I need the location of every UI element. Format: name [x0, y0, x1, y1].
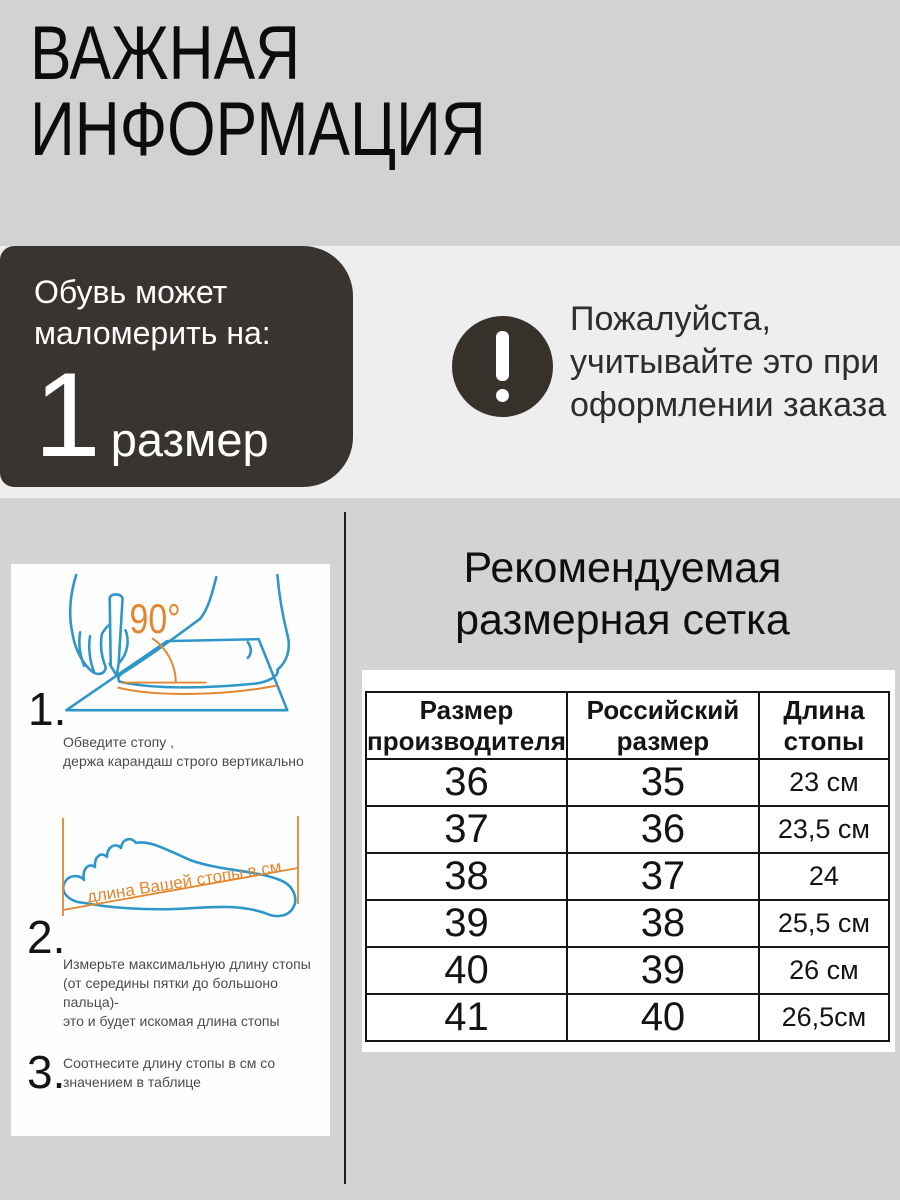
size-chart-heading-line-2: размерная сетка	[455, 596, 790, 644]
table-cell: 38	[366, 853, 567, 900]
size-chart-panel	[362, 670, 895, 1052]
header-line: Российский	[586, 694, 740, 725]
notice-line-1: Пожалуйста,	[570, 300, 771, 338]
table-cell: 25,5 см	[759, 900, 889, 947]
table-header-row	[366, 692, 889, 759]
header-line: производителя	[367, 725, 566, 756]
step2-caption-line-3: это и будет искомая длина стопы	[63, 1013, 280, 1029]
step-caption-3	[63, 1054, 275, 1092]
notice-line-3: оформлении заказа	[570, 386, 887, 424]
table-row	[366, 900, 889, 947]
table-cell: 39	[567, 947, 759, 994]
size-table	[365, 691, 890, 1042]
table-cell: 37	[366, 806, 567, 853]
exclamation-dot-icon	[496, 389, 509, 402]
foot-outline-diagram	[55, 810, 305, 930]
alert-line-1: Обувь может	[34, 274, 228, 310]
notice-text	[570, 298, 886, 427]
table-cell: 39	[366, 900, 567, 947]
table-cell: 37	[567, 853, 759, 900]
table-cell: 38	[567, 900, 759, 947]
table-cell: 36	[567, 806, 759, 853]
page-title	[30, 11, 486, 172]
column-header-manufacturer-size	[366, 692, 567, 759]
step-number-3: 3.	[27, 1046, 66, 1098]
table-cell: 40	[366, 947, 567, 994]
page-title-line-1: ВАЖНАЯ	[30, 11, 301, 96]
angle-label: 90°	[129, 596, 181, 643]
table-cell: 23,5 см	[759, 806, 889, 853]
hand-pencil-outline	[70, 575, 127, 676]
table-cell: 26 см	[759, 947, 889, 994]
step3-caption-line-2: значением в таблице	[63, 1074, 201, 1090]
alert-section	[0, 246, 900, 498]
size-chart-heading	[345, 542, 900, 646]
notice-line-2: учитывайте это при	[570, 343, 880, 381]
alert-line-2: маломерить на:	[34, 315, 271, 351]
table-cell: 36	[366, 759, 567, 806]
size-table-body	[366, 759, 889, 1041]
table-cell: 23 см	[759, 759, 889, 806]
table-row	[366, 759, 889, 806]
step-number-2: 2.	[27, 911, 66, 963]
undersized-alert-card	[0, 246, 353, 487]
table-cell: 26,5см	[759, 994, 889, 1041]
header-line: размер	[616, 725, 710, 756]
column-header-russian-size	[567, 692, 759, 759]
header-line: Размер	[419, 694, 514, 725]
step-caption-1	[63, 733, 304, 771]
step2-caption-line-1: Измерьте максимальную длину стопы	[63, 956, 311, 972]
header-line: стопы	[783, 725, 865, 756]
header-line: Длина	[783, 694, 865, 725]
table-row	[366, 994, 889, 1041]
table-cell: 24	[759, 853, 889, 900]
table-row	[366, 853, 889, 900]
alert-size-value	[34, 348, 353, 482]
header-section	[0, 0, 900, 246]
table-cell: 35	[567, 759, 759, 806]
table-row	[366, 806, 889, 853]
measurement-guide-card	[11, 564, 330, 1136]
size-number: 1	[34, 348, 101, 482]
step-caption-2	[63, 955, 330, 1031]
step-number-1: 1.	[28, 683, 67, 735]
step2-caption-line-2: (от середины пятки до большоно пальца)-	[63, 975, 278, 1010]
table-row	[366, 947, 889, 994]
column-header-foot-length	[759, 692, 889, 759]
page-title-line-2: ИНФОРМАЦИЯ	[30, 87, 486, 172]
exclamation-icon	[496, 331, 509, 381]
sizing-section	[0, 498, 900, 1200]
warning-icon	[452, 316, 553, 417]
step1-caption-line-1: Обведите стопу ,	[63, 734, 174, 750]
size-unit: размер	[110, 413, 269, 466]
step3-caption-line-1: Соотнесите длину стопы в см со	[63, 1055, 276, 1071]
step1-caption-line-2: держа карандаш строго вертикально	[63, 753, 304, 769]
table-cell: 41	[366, 994, 567, 1041]
size-chart-heading-line-1: Рекомендуемая	[463, 544, 782, 592]
table-cell: 40	[567, 994, 759, 1041]
foot-length-label: длина Вашей стопы в см	[85, 856, 283, 907]
